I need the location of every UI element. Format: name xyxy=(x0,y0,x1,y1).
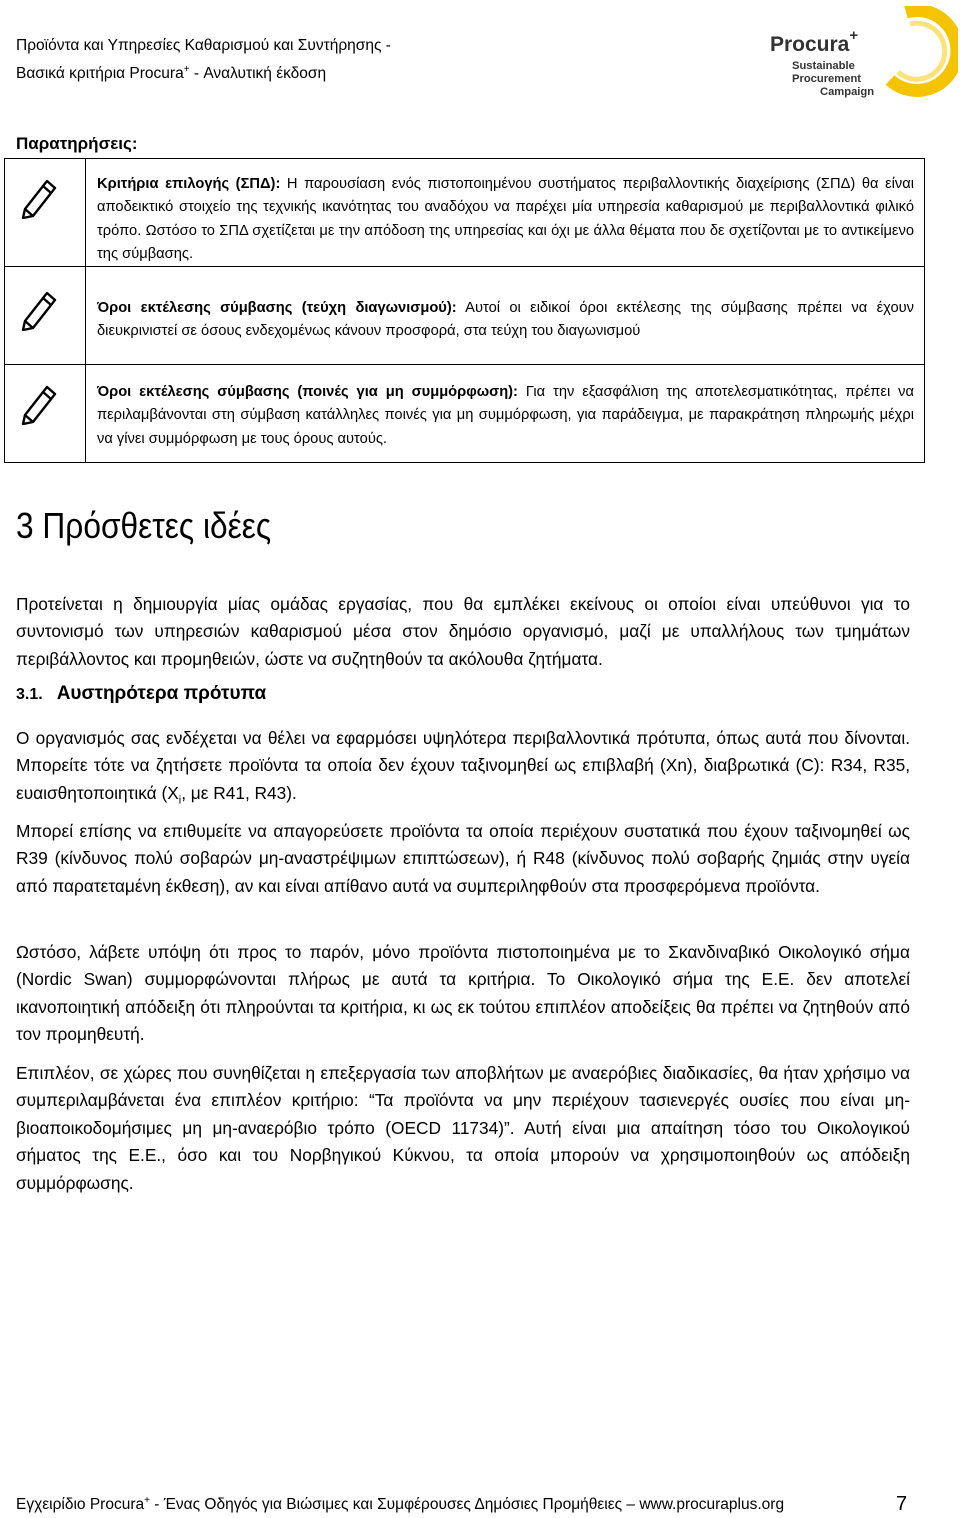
page-number: 7 xyxy=(896,1493,908,1515)
remark-row xyxy=(5,159,925,267)
remark-row xyxy=(5,365,925,463)
header-line2-suffix: - Αναλυτική έκδοση xyxy=(189,65,327,83)
remark-label: Κριτήρια επιλογής (ΣΠΔ): xyxy=(97,176,281,192)
paragraph-standards-text: Ο οργανισμός σας ενδέχεται να θέλει να εφαρμόσει υψηλότερα περιβαλλοντικά πρότυπα, όπως αυτά που δίνονται. Μπορείτε τότε να ζητήσετε προϊόντα τα οποία δεν έχουν ταξινομηθεί ως επιβλαβή (Xn), διαβρωτικά (C): R34, R35, ευαισθητοποιητικά (X xyxy=(16,728,910,803)
remarks-title: Παρατηρήσεις: xyxy=(16,134,138,153)
header-line2-sup: + xyxy=(183,64,190,75)
footer-text-prefix: Εγχειρίδιο Procura xyxy=(16,1496,145,1514)
pencil-icon xyxy=(19,287,59,331)
remark-row xyxy=(5,267,925,365)
subsection-title xyxy=(16,683,266,705)
header-line2-text: Βασικά κριτήρια Procura xyxy=(16,65,184,83)
remark-body: Για την εξασφάλιση της αποτελεσματικότητας, πρέπει να περιλαμβάνονται στη σύμβαση κατάλληλες ποινές για μη συμμόρφωση, για παράδειγμα, με παρακράτηση πληρωμής μέχρι να γίνει συμμόρφωση με τους όρους αυτούς. xyxy=(97,384,914,447)
pencil-icon xyxy=(19,175,59,219)
paragraph-ecolabel: Ωστόσο, λάβετε υπόψη ότι προς το παρόν, μόνο προϊόντα πιστοποιημένα με το Σκανδιναβικό Οικολογικό σήμα (Nordic Swan) συμμορφώνονται πλήρως με αυτά τα κριτήρια. Το Οικολογικό σήμα της Ε.Ε. δεν αποτελεί ικανοποιητική απόδειξη ότι πληρούνται τα κριτήρια, κι ως εκ τούτου επιπλέον αποδείξεις θα πρέπει να ζητηθούν από τον προμηθευτή. xyxy=(16,942,910,1045)
procura-logo xyxy=(766,6,956,106)
subsection-number: 3.1. xyxy=(16,686,43,703)
pencil-icon xyxy=(19,381,59,425)
logo-line2: Procurement xyxy=(792,73,862,85)
section-intro: Προτείνεται η δημιουργία μίας ομάδας εργασίας, που θα εμπλέκει εκείνους οι οποίοι είναι υπεύθυνοι για το συντονισμό των υπηρεσιών καθαρισμού μέσα στον δημόσιο οργανισμό, μαζί με υπαλλήλους των τμημάτων περιβάλλοντος και προμηθειών, ώστε να συζητηθούν τα ακόλουθα ζητήματα. xyxy=(16,594,910,669)
paragraph-standards-end: , με R41, R43). xyxy=(181,782,297,803)
remark-icon-cell xyxy=(5,159,86,267)
logo-plus: + xyxy=(849,27,859,44)
logo-line3: Campaign xyxy=(820,86,875,98)
remark-label: Όροι εκτέλεσης σύμβασης (ποινές για μη συμμόρφωση): xyxy=(97,384,518,401)
remark-icon-cell xyxy=(5,267,86,365)
remark-text xyxy=(86,267,925,365)
logo-line1: Sustainable xyxy=(792,60,855,72)
paragraph-standards xyxy=(16,725,910,815)
paragraph-prohibit: Μπορεί επίσης να επιθυμείτε να απαγορεύσετε προϊόντα τα οποία περιέχουν συστατικά που έχουν ταξινομηθεί ως R39 (κίνδυνος πολύ σοβαρών μη-αναστρέψιμων επιπτώσεων), ή R48 (κίνδυνος πολύ σοβαρής ζημιάς στην υγεία από παρατεταμένη έκθεση), αν και είναι απίθανο αυτά να συμπεριληφθούν στα προσφερόμενα προϊόντα. xyxy=(16,821,910,896)
logo-title xyxy=(770,27,859,57)
remark-body: Η παρουσίαση ενός πιστοποιημένου συστήματος περιβαλλοντικής διαχείρισης (ΣΠΔ) θα είναι αποδεικτικό στοιχείο της τεχνικής ικανότητας του αναδόχου να παρέχει μία υπηρεσία καθαρισμού με περιβαλλοντικά φιλικό τρόπο. Ωστόσο το ΣΠΔ σχετίζεται με την απόδοση της υπηρεσίας και όχι με άλλα θέματα που δε σχετίζονται με το αντικείμενο της σύμβασης. xyxy=(97,176,914,262)
logo-name: Procura xyxy=(770,33,850,56)
paragraph-anaerobic: Επιπλέον, σε χώρες που συνηθίζεται η επεξεργασία των αποβλήτων με αναερόβιες διαδικασίες, θα ήταν χρήσιμο να συμπεριλαμβάνεται ένα επιπλέον κριτήριο: “Τα προϊόντα να μην περιέχουν τασιενεργές ουσίες που είναι μη-βιοαποικοδομήσιμες μη μη-αναερόβιο τρόπο (OECD 11734)”. Αυτή είναι μια απαίτηση τόσο του Οικολογικού σήματος της Ε.Ε., όσο και του Νορβηγικού Κύκνου, τα οποία μπορούν να χρησιμοποιηθούν ως απόδειξη συμμόρφωσης. xyxy=(16,1063,910,1193)
remark-label: Όροι εκτέλεσης σύμβασης (τεύχη διαγωνισμού): xyxy=(97,300,457,317)
remarks-table xyxy=(4,158,925,463)
footer-sup: + xyxy=(144,1495,150,1506)
remark-text xyxy=(86,365,925,463)
footer-text xyxy=(16,1495,784,1514)
footer-text-suffix: - Ένας Οδηγός για Βιώσιμες και Συμφέρουσες Δημόσιες Προμήθειες – www.procuraplus.org xyxy=(149,1496,785,1514)
remark-body: Αυτοί οι ειδικοί όροι εκτέλεσης της σύμβασης πρέπει να έχουν διευκρινιστεί σε όσους ενδεχομένως κάνουν προσφορά, στα τεύχη του διαγωνισμού xyxy=(97,300,915,340)
remark-text xyxy=(86,159,925,267)
header-title-line2 xyxy=(16,64,326,83)
subsection-label: Αυστηρότερα πρότυπα xyxy=(56,683,267,704)
section-title: 3 Πρόσθετες ιδέες xyxy=(16,505,272,546)
sun-arc-logo-icon xyxy=(876,6,958,98)
paragraph-standards-subscript: i xyxy=(178,794,182,807)
remark-icon-cell xyxy=(5,365,86,463)
header-title-line1: Προϊόντα και Υπηρεσίες Καθαρισμού και Συντήρησης - xyxy=(16,37,391,54)
